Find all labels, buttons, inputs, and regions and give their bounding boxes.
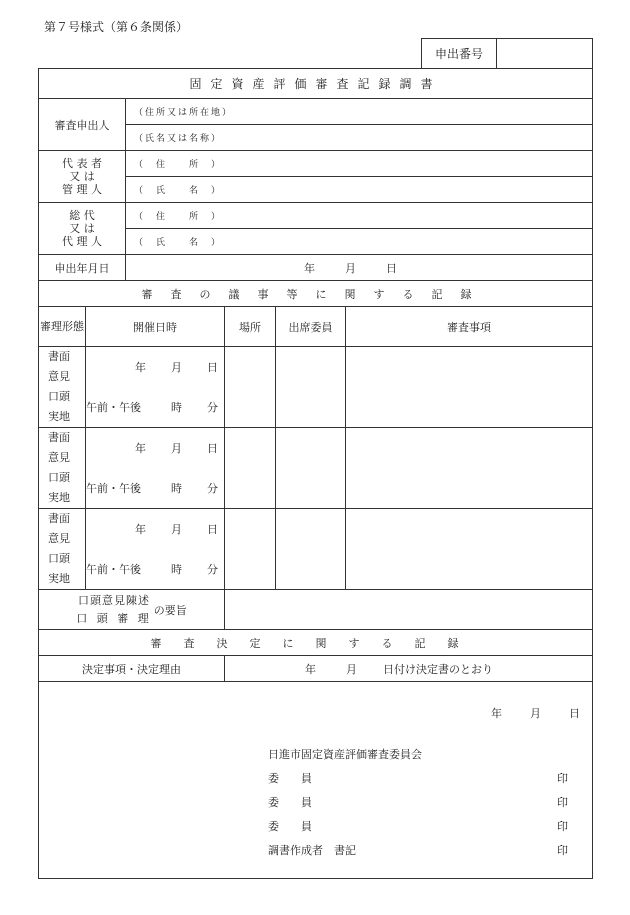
deliberation-row bbox=[39, 347, 593, 428]
rep-line-3: 管 理 人 bbox=[62, 183, 102, 196]
rep-line-2: 又 は bbox=[69, 170, 95, 183]
form-number-label: 第７号様式（第６条関係） bbox=[44, 20, 189, 34]
member-title: 調書作成者 書記 bbox=[268, 844, 356, 857]
application-number-box bbox=[421, 38, 593, 68]
review-items-cell[interactable] bbox=[346, 509, 593, 590]
type-written: 書面 bbox=[48, 350, 70, 363]
minute-label: 分 bbox=[207, 563, 218, 576]
date-time-cell[interactable] bbox=[86, 428, 225, 509]
year-label: 年 bbox=[305, 662, 316, 676]
header-review-items: 審査事項 bbox=[346, 307, 593, 347]
am-pm-label: 午前・午後 bbox=[86, 563, 141, 576]
grep-line-2: 又 は bbox=[69, 222, 95, 235]
hearing-type-cell[interactable] bbox=[39, 509, 86, 590]
header-hearing-type: 審理形態 bbox=[39, 307, 86, 347]
year-label: 年 bbox=[135, 523, 146, 536]
deliberation-row bbox=[39, 428, 593, 509]
year-label: 年 bbox=[135, 442, 146, 455]
month-label: 月 bbox=[530, 707, 541, 720]
hearing-type-cell[interactable] bbox=[39, 347, 86, 428]
rep-line-1: 代 表 者 bbox=[62, 157, 102, 170]
hearing-type-cell[interactable] bbox=[39, 428, 86, 509]
type-opinion: 意見 bbox=[48, 532, 70, 545]
hour-label: 時 bbox=[171, 401, 182, 414]
members-cell[interactable] bbox=[276, 509, 346, 590]
year-label: 年 bbox=[491, 707, 502, 720]
representative-address-field[interactable] bbox=[126, 151, 593, 177]
date-time-cell[interactable] bbox=[86, 347, 225, 428]
type-written: 書面 bbox=[48, 431, 70, 444]
am-pm-label: 午前・午後 bbox=[86, 401, 141, 414]
type-opinion: 意見 bbox=[48, 370, 70, 383]
closing-block bbox=[39, 682, 592, 878]
representative-label bbox=[39, 151, 126, 203]
year-label: 年 bbox=[135, 361, 146, 374]
closing-date bbox=[491, 705, 580, 721]
type-oral: 口頭 bbox=[48, 552, 70, 565]
date-time-cell[interactable] bbox=[86, 509, 225, 590]
header-place: 場所 bbox=[225, 307, 276, 347]
type-onsite: 実地 bbox=[48, 410, 70, 423]
grep-line-1: 総 代 bbox=[69, 209, 95, 222]
member-row bbox=[268, 794, 568, 810]
record-form-table bbox=[38, 68, 593, 879]
decision-body-cell[interactable] bbox=[39, 682, 593, 879]
general-rep-address-field[interactable] bbox=[126, 203, 593, 229]
day-label: 日 bbox=[569, 707, 580, 720]
doc-title: 固定資産評価審査記録調書 bbox=[39, 69, 593, 99]
member-title: 委 員 bbox=[268, 772, 312, 785]
month-label: 月 bbox=[345, 261, 356, 275]
year-label: 年 bbox=[304, 261, 315, 275]
month-label: 月 bbox=[171, 442, 182, 455]
application-date-label: 申出年月日 bbox=[39, 255, 126, 281]
applicant-name-field[interactable] bbox=[126, 125, 593, 151]
deliberation-section-title: 審査の議事等に関する記録 bbox=[39, 281, 593, 307]
general-rep-name-field[interactable] bbox=[126, 229, 593, 255]
day-label: 日 bbox=[207, 523, 218, 536]
name-or-org-label: （氏名又は名称） bbox=[134, 134, 223, 144]
address-paren-label: （ 住 所 ） bbox=[134, 160, 223, 170]
minute-label: 分 bbox=[207, 401, 218, 414]
general-rep-label bbox=[39, 203, 126, 255]
member-title: 委 員 bbox=[268, 796, 312, 809]
deliberation-row bbox=[39, 509, 593, 590]
member-row bbox=[268, 842, 568, 858]
day-label: 日 bbox=[207, 442, 218, 455]
hour-label: 時 bbox=[171, 563, 182, 576]
name-paren-label: （ 氏 名 ） bbox=[134, 186, 223, 196]
review-items-cell[interactable] bbox=[346, 428, 593, 509]
members-cell[interactable] bbox=[276, 428, 346, 509]
place-cell[interactable] bbox=[225, 428, 276, 509]
type-oral: 口頭 bbox=[48, 390, 70, 403]
type-opinion: 意見 bbox=[48, 451, 70, 464]
day-label: 日 bbox=[207, 361, 218, 374]
type-onsite: 実地 bbox=[48, 572, 70, 585]
representative-name-field[interactable] bbox=[126, 177, 593, 203]
oral-summary-suffix: の要旨 bbox=[153, 603, 187, 617]
seal-mark: 印 bbox=[557, 844, 568, 857]
am-pm-label: 午前・午後 bbox=[86, 482, 141, 495]
month-label: 月 bbox=[171, 361, 182, 374]
type-onsite: 実地 bbox=[48, 491, 70, 504]
month-label: 月 bbox=[346, 662, 357, 676]
header-date-time: 開催日時 bbox=[86, 307, 225, 347]
oral-summary-field[interactable] bbox=[225, 590, 593, 630]
header-attending-members: 出席委員 bbox=[276, 307, 346, 347]
type-written: 書面 bbox=[48, 512, 70, 525]
decision-section-title: 審査決定に関する記録 bbox=[39, 630, 593, 656]
hour-label: 時 bbox=[171, 482, 182, 495]
application-date-field[interactable] bbox=[126, 255, 593, 281]
address-or-location-label: （住所又は所在地） bbox=[134, 108, 234, 118]
review-items-cell[interactable] bbox=[346, 347, 593, 428]
application-number-label: 申出番号 bbox=[422, 39, 497, 68]
decision-reason-label: 決定事項・決定理由 bbox=[39, 656, 225, 682]
name-paren-label: （ 氏 名 ） bbox=[134, 238, 223, 248]
oral-summary-label bbox=[39, 590, 225, 630]
application-number-field[interactable] bbox=[497, 39, 592, 68]
committee-name: 日進市固定資産評価審査委員会 bbox=[268, 748, 422, 761]
grep-line-3: 代 理 人 bbox=[62, 235, 102, 248]
member-title: 委 員 bbox=[268, 820, 312, 833]
members-cell[interactable] bbox=[276, 347, 346, 428]
member-row bbox=[268, 770, 568, 786]
oral-summary-line-1: 口頭意見陳述 bbox=[78, 593, 150, 607]
decision-note-suffix: 日付け決定書のとおり bbox=[383, 662, 493, 676]
seal-mark: 印 bbox=[557, 820, 568, 833]
place-cell[interactable] bbox=[225, 347, 276, 428]
month-label: 月 bbox=[171, 523, 182, 536]
type-oral: 口頭 bbox=[48, 471, 70, 484]
oral-summary-line-2: 口 頭 審 理 bbox=[76, 611, 152, 625]
member-row bbox=[268, 818, 568, 834]
seal-mark: 印 bbox=[557, 796, 568, 809]
seal-mark: 印 bbox=[557, 772, 568, 785]
applicant-label: 審査申出人 bbox=[39, 99, 126, 151]
minute-label: 分 bbox=[207, 482, 218, 495]
address-paren-label: （ 住 所 ） bbox=[134, 212, 223, 222]
place-cell[interactable] bbox=[225, 509, 276, 590]
day-label: 日 bbox=[386, 261, 397, 275]
applicant-address-field[interactable] bbox=[126, 99, 593, 125]
decision-reference-field[interactable] bbox=[225, 656, 593, 682]
